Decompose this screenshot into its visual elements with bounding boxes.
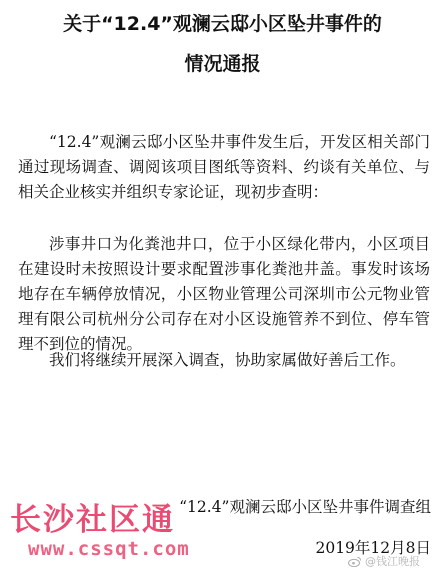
- watermark-weibo: [348, 553, 420, 569]
- paragraph-findings: 涉事井口为化粪池井口，位于小区绿化带内，小区项目在建设时未按照设计要求配置涉事化粪池井盖。事发时该场地存在车辆停放情况，小区物业管理公司深圳市公元物业管理有限公司杭州分公司存在对小区设施管养不到位、停车管理不到位的情况。: [18, 235, 430, 353]
- paragraph-intro: “12.4”观澜云邸小区坠井事件发生后，开发区相关部门通过现场调查、调阅该项目图纸等资料、约谈有关单位、与相关企业核实并组织专家论证，现初步查明：: [18, 133, 430, 201]
- watermark-site-url: www.cssqt.com: [28, 538, 190, 560]
- signature-investigation-group: “12.4”观澜云邸小区坠井事件调查组: [179, 498, 431, 516]
- weibo-logo-icon: [348, 556, 362, 567]
- issue-date: 2019年12月8日: [315, 539, 431, 557]
- document-title-line1: 关于“12.4”观澜云邸小区坠井事件的: [63, 13, 382, 35]
- watermark-site-name: 长沙社区通: [10, 502, 175, 538]
- document-title-line2: 情况通报: [184, 53, 261, 75]
- watermark-weibo-handle: @钱江晚报: [365, 555, 420, 568]
- paragraph-followup: 我们将继续开展深入调查，协助家属做好善后工作。: [49, 351, 406, 369]
